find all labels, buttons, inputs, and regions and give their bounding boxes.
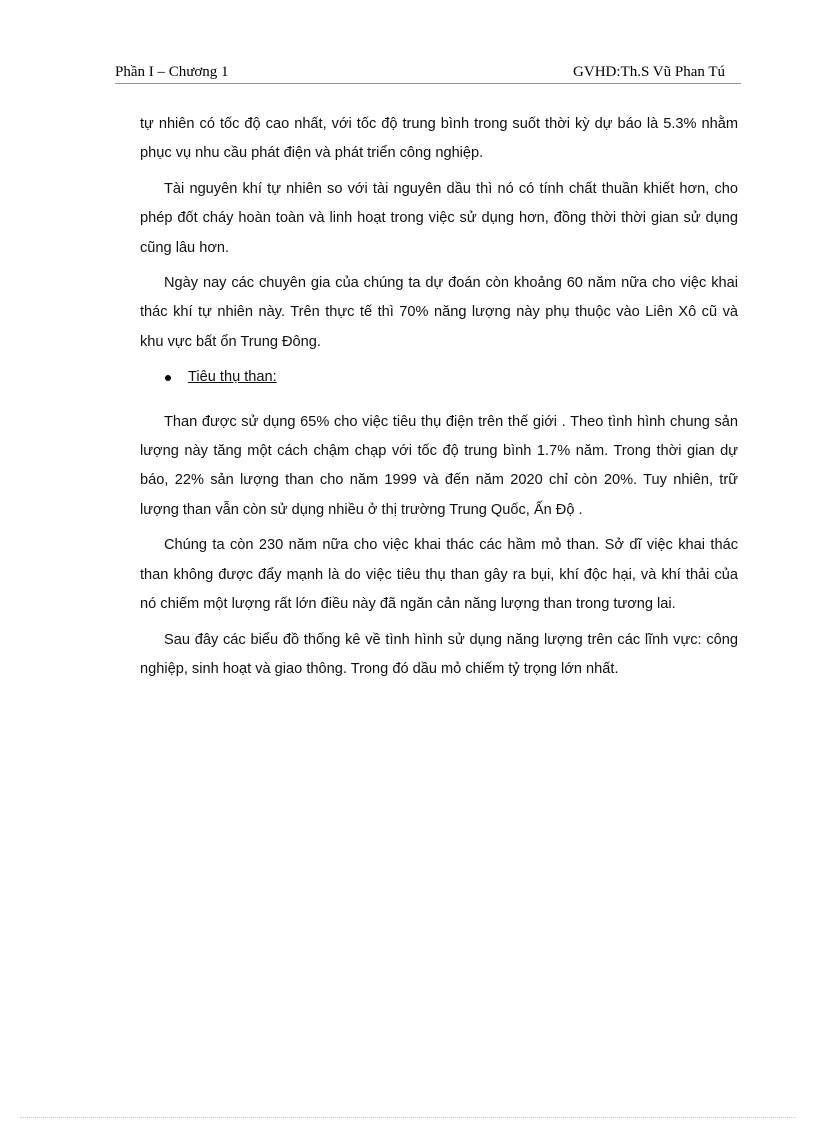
- bullet-heading: Tiêu thụ than:: [188, 369, 277, 386]
- paragraph-2: Tài nguyên khí tự nhiên so với tài nguyên dầu thì nó có tính chất thuần khiết hơn, cho phép đốt cháy hoàn toàn và linh hoạt trong việc sử dụng hơn, đồng thời thời gian sử dụng cũng lâu hơn.: [140, 180, 738, 256]
- header-chapter: Phần I – Chương 1: [115, 64, 229, 80]
- paragraph-5: Chúng ta còn 230 năm nữa cho việc khai thác các hầm mỏ than. Sở dĩ việc khai thác than không được đẩy mạnh là do việc tiêu thụ than gây ra bụi, khí độc hại, và khí thải của nó chiếm một lượng rất lớn điều này đã ngăn cản năng lượng than trong tương lai.: [140, 537, 738, 613]
- header-divider: [115, 83, 741, 84]
- paragraph-6: Sau đây các biểu đồ thống kê về tình hình sử dụng năng lượng trên các lĩnh vực: công nghiệp, sinh hoạt và giao thông. Trong đó dầu mỏ chiếm tỷ trọng lớn nhất.: [140, 631, 738, 677]
- paragraph-1: tự nhiên có tốc độ cao nhất, với tốc độ trung bình trong suốt thời kỳ dự báo là 5.3% nhằm phục vụ nhu cầu phát điện và phát triển công nghiệp.: [140, 116, 738, 162]
- page-bottom-divider: [20, 1117, 796, 1118]
- bullet-icon: [165, 375, 171, 381]
- paragraph-4: Than được sử dụng 65% cho việc tiêu thụ điện trên thế giới . Theo tình hình chung sản lượng này tăng một cách chậm chạp với tốc độ trung bình 1.7% năm. Trong thời gian dự báo, 22% sản lượng than cho năm 1999 và đến năm 2020 chỉ còn 20%. Tuy nhiên, trữ lượng than vẫn còn sử dụng nhiều ở thị trường Trung Quốc, Ấn Độ .: [140, 413, 738, 518]
- document-body: [140, 110, 738, 690]
- paragraph-3: Ngày nay các chuyên gia của chúng ta dự đoán còn khoảng 60 năm nữa cho việc khai thác khí tự nhiên này. Trên thực tế thì 70% năng lượng này phụ thuộc vào Liên Xô cũ và khu vực bất ổn Trung Đông.: [140, 275, 738, 350]
- bullet-item: [140, 363, 738, 392]
- header-instructor: GVHD:Th.S Vũ Phan Tú: [573, 64, 725, 80]
- page-header: [115, 62, 741, 84]
